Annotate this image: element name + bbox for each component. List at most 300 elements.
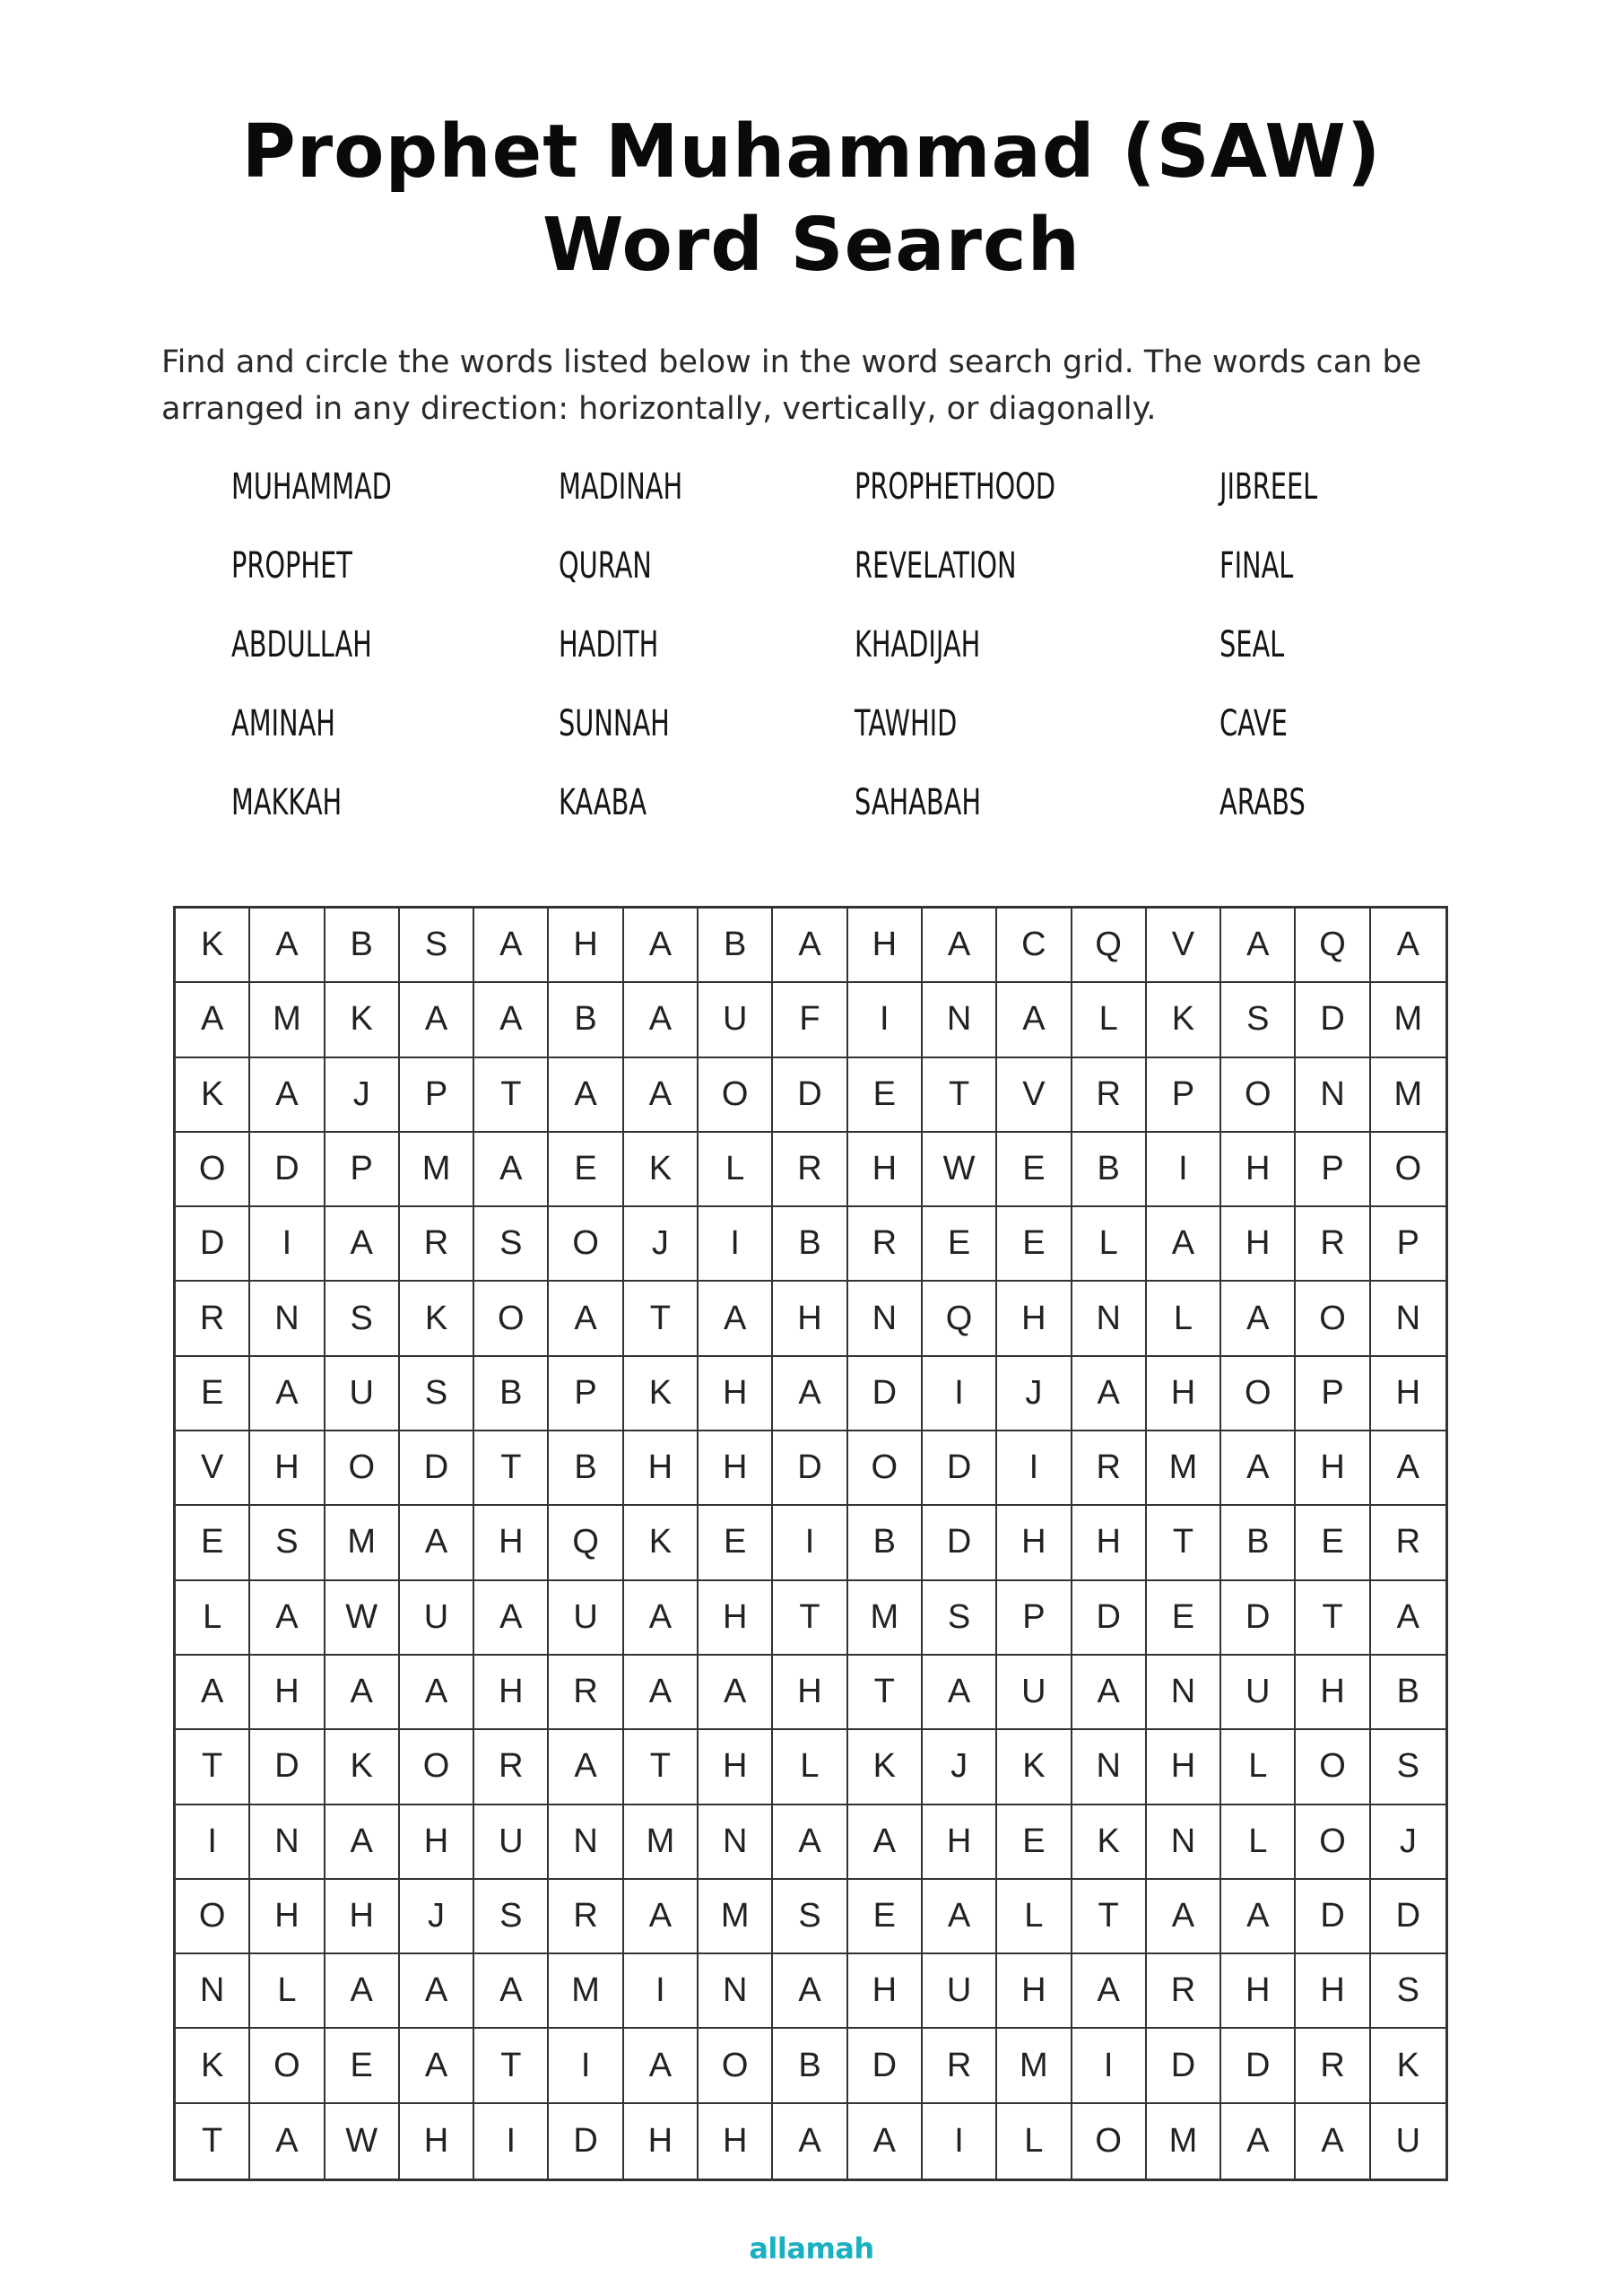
grid-cell[interactable]: I bbox=[250, 1207, 325, 1282]
grid-cell[interactable]: P bbox=[1296, 1357, 1370, 1431]
grid-cell[interactable]: L bbox=[997, 2104, 1072, 2179]
grid-cell[interactable]: A bbox=[474, 909, 549, 983]
grid-cell[interactable]: E bbox=[699, 1506, 773, 1580]
grid-cell[interactable]: D bbox=[250, 1133, 325, 1207]
grid-cell[interactable]: A bbox=[474, 983, 549, 1057]
grid-cell[interactable]: A bbox=[400, 1954, 474, 2029]
grid-cell[interactable]: R bbox=[474, 1730, 549, 1805]
grid-cell[interactable]: U bbox=[923, 1954, 997, 2029]
grid-cell[interactable]: R bbox=[923, 2029, 997, 2103]
grid-cell[interactable]: E bbox=[848, 1880, 923, 1954]
grid-cell[interactable]: P bbox=[400, 1058, 474, 1133]
grid-cell[interactable]: O bbox=[325, 1431, 400, 1506]
grid-cell[interactable]: T bbox=[624, 1730, 699, 1805]
grid-cell[interactable]: D bbox=[1072, 1581, 1147, 1656]
grid-cell[interactable]: M bbox=[699, 1880, 773, 1954]
grid-cell[interactable]: A bbox=[250, 1581, 325, 1656]
grid-cell[interactable]: H bbox=[1221, 1133, 1296, 1207]
grid-cell[interactable]: B bbox=[1221, 1506, 1296, 1580]
grid-cell[interactable]: A bbox=[250, 1357, 325, 1431]
grid-cell[interactable]: D bbox=[250, 1730, 325, 1805]
grid-cell[interactable]: T bbox=[1147, 1506, 1221, 1580]
grid-cell[interactable]: T bbox=[176, 1730, 250, 1805]
grid-cell[interactable]: B bbox=[1072, 1133, 1147, 1207]
word-list-item: QURAN bbox=[559, 545, 652, 587]
grid-cell[interactable]: O bbox=[1221, 1058, 1296, 1133]
grid-cell[interactable]: B bbox=[549, 983, 623, 1057]
grid-cell[interactable]: T bbox=[474, 2029, 549, 2103]
grid-cell[interactable]: H bbox=[1296, 1954, 1370, 2029]
grid-cell[interactable]: H bbox=[997, 1506, 1072, 1580]
grid-cell[interactable]: I bbox=[474, 2104, 549, 2179]
grid-cell[interactable]: K bbox=[176, 1058, 250, 1133]
grid-cell[interactable]: V bbox=[997, 1058, 1072, 1133]
grid-cell[interactable]: P bbox=[1296, 1133, 1370, 1207]
grid-cell[interactable]: H bbox=[848, 909, 923, 983]
grid-cell[interactable]: D bbox=[400, 1431, 474, 1506]
grid-cell[interactable]: H bbox=[400, 1805, 474, 1880]
grid-cell[interactable]: S bbox=[400, 909, 474, 983]
grid-cell[interactable]: B bbox=[474, 1357, 549, 1431]
grid-cell[interactable]: H bbox=[699, 1581, 773, 1656]
grid-cell[interactable]: Q bbox=[549, 1506, 623, 1580]
grid-cell[interactable]: M bbox=[400, 1133, 474, 1207]
grid-cell[interactable]: N bbox=[176, 1954, 250, 2029]
grid-cell[interactable]: J bbox=[997, 1357, 1072, 1431]
grid-cell[interactable]: P bbox=[549, 1357, 623, 1431]
grid-cell[interactable]: H bbox=[997, 1282, 1072, 1356]
grid-cell[interactable]: S bbox=[1221, 983, 1296, 1057]
grid-cell[interactable]: A bbox=[1371, 1581, 1445, 1656]
grid-cell[interactable]: R bbox=[1296, 1207, 1370, 1282]
grid-cell[interactable]: M bbox=[1371, 1058, 1445, 1133]
grid-cell[interactable]: N bbox=[250, 1805, 325, 1880]
grid-cell[interactable]: I bbox=[773, 1506, 847, 1580]
grid-cell[interactable]: A bbox=[1221, 1880, 1296, 1954]
grid-cell[interactable]: H bbox=[923, 1805, 997, 1880]
grid-cell[interactable]: A bbox=[773, 1805, 847, 1880]
grid-cell[interactable]: I bbox=[1072, 2029, 1147, 2103]
grid-cell[interactable]: L bbox=[176, 1581, 250, 1656]
grid-cell[interactable]: I bbox=[923, 1357, 997, 1431]
grid-cell[interactable]: E bbox=[997, 1805, 1072, 1880]
grid-cell[interactable]: K bbox=[176, 2029, 250, 2103]
grid-cell[interactable]: U bbox=[474, 1805, 549, 1880]
grid-cell[interactable]: E bbox=[176, 1357, 250, 1431]
grid-cell[interactable]: O bbox=[1296, 1282, 1370, 1356]
grid-cell[interactable]: A bbox=[923, 1880, 997, 1954]
grid-cell[interactable]: A bbox=[400, 2029, 474, 2103]
grid-cell[interactable]: D bbox=[1147, 2029, 1221, 2103]
grid-cell[interactable]: T bbox=[176, 2104, 250, 2179]
grid-cell[interactable]: L bbox=[997, 1880, 1072, 1954]
grid-cell[interactable]: R bbox=[176, 1282, 250, 1356]
grid-cell[interactable]: H bbox=[1072, 1506, 1147, 1580]
grid-cell[interactable]: K bbox=[624, 1357, 699, 1431]
grid-cell[interactable]: N bbox=[1147, 1805, 1221, 1880]
grid-cell[interactable]: A bbox=[773, 909, 847, 983]
grid-cell[interactable]: D bbox=[848, 1357, 923, 1431]
grid-cell[interactable]: A bbox=[474, 1954, 549, 2029]
grid-cell[interactable]: O bbox=[549, 1207, 623, 1282]
grid-cell[interactable]: D bbox=[848, 2029, 923, 2103]
grid-cell[interactable]: L bbox=[250, 1954, 325, 2029]
grid-cell[interactable]: L bbox=[1221, 1730, 1296, 1805]
grid-cell[interactable]: N bbox=[1296, 1058, 1370, 1133]
grid-cell[interactable]: O bbox=[699, 1058, 773, 1133]
grid-cell[interactable]: T bbox=[848, 1656, 923, 1730]
grid-cell[interactable]: E bbox=[549, 1133, 623, 1207]
grid-cell[interactable]: M bbox=[325, 1506, 400, 1580]
grid-cell[interactable]: M bbox=[549, 1954, 623, 2029]
grid-cell[interactable]: O bbox=[1221, 1357, 1296, 1431]
grid-cell[interactable]: I bbox=[549, 2029, 623, 2103]
grid-cell[interactable]: T bbox=[474, 1058, 549, 1133]
grid-cell[interactable]: D bbox=[923, 1431, 997, 1506]
grid-cell[interactable]: A bbox=[549, 1730, 623, 1805]
grid-cell[interactable]: A bbox=[549, 1282, 623, 1356]
grid-cell[interactable]: A bbox=[624, 1581, 699, 1656]
grid-cell[interactable]: A bbox=[773, 1954, 847, 2029]
grid-cell[interactable]: T bbox=[773, 1581, 847, 1656]
grid-cell[interactable]: T bbox=[624, 1282, 699, 1356]
grid-cell[interactable]: D bbox=[1221, 2029, 1296, 2103]
grid-cell[interactable]: A bbox=[1221, 1431, 1296, 1506]
grid-cell[interactable]: A bbox=[624, 1058, 699, 1133]
grid-cell[interactable]: A bbox=[773, 2104, 847, 2179]
grid-cell[interactable]: A bbox=[1147, 1207, 1221, 1282]
grid-cell[interactable]: H bbox=[699, 2104, 773, 2179]
grid-cell[interactable]: A bbox=[624, 1656, 699, 1730]
grid-cell[interactable]: H bbox=[250, 1880, 325, 1954]
grid-cell[interactable]: S bbox=[250, 1506, 325, 1580]
grid-cell[interactable]: M bbox=[848, 1581, 923, 1656]
word-list-item: CAVE bbox=[1219, 703, 1288, 744]
grid-cell[interactable]: W bbox=[325, 2104, 400, 2179]
grid-cell[interactable]: W bbox=[325, 1581, 400, 1656]
grid-cell[interactable]: R bbox=[549, 1656, 623, 1730]
grid-cell[interactable]: H bbox=[549, 909, 623, 983]
grid-cell[interactable]: S bbox=[474, 1880, 549, 1954]
grid-cell[interactable]: H bbox=[848, 1954, 923, 2029]
grid-cell[interactable]: L bbox=[699, 1133, 773, 1207]
grid-cell[interactable]: N bbox=[1072, 1282, 1147, 1356]
grid-cell[interactable]: K bbox=[400, 1282, 474, 1356]
grid-cell[interactable]: K bbox=[1147, 983, 1221, 1057]
grid-cell[interactable]: A bbox=[624, 2029, 699, 2103]
grid-cell[interactable]: U bbox=[1221, 1656, 1296, 1730]
grid-cell[interactable]: K bbox=[624, 1133, 699, 1207]
grid-cell[interactable]: U bbox=[400, 1581, 474, 1656]
grid-cell[interactable]: A bbox=[1072, 1954, 1147, 2029]
grid-cell[interactable]: A bbox=[250, 909, 325, 983]
grid-cell[interactable]: N bbox=[848, 1282, 923, 1356]
grid-cell[interactable]: O bbox=[176, 1133, 250, 1207]
grid-cell[interactable]: A bbox=[923, 1656, 997, 1730]
grid-cell[interactable]: A bbox=[400, 983, 474, 1057]
grid-cell[interactable]: H bbox=[250, 1656, 325, 1730]
grid-cell[interactable]: M bbox=[250, 983, 325, 1057]
grid-cell[interactable]: O bbox=[1072, 2104, 1147, 2179]
grid-cell[interactable]: A bbox=[624, 909, 699, 983]
grid-cell[interactable]: A bbox=[325, 1207, 400, 1282]
grid-cell[interactable]: B bbox=[325, 909, 400, 983]
grid-cell[interactable]: A bbox=[1221, 1282, 1296, 1356]
grid-cell[interactable]: V bbox=[1147, 909, 1221, 983]
grid-cell[interactable]: H bbox=[1221, 1207, 1296, 1282]
grid-cell[interactable]: A bbox=[549, 1058, 623, 1133]
grid-cell[interactable]: R bbox=[1072, 1431, 1147, 1506]
grid-cell[interactable]: K bbox=[1072, 1805, 1147, 1880]
grid-cell[interactable]: A bbox=[1072, 1656, 1147, 1730]
grid-cell[interactable]: A bbox=[1221, 2104, 1296, 2179]
grid-cell[interactable]: O bbox=[176, 1880, 250, 1954]
grid-cell[interactable]: H bbox=[1371, 1357, 1445, 1431]
grid-cell[interactable]: R bbox=[1371, 1506, 1445, 1580]
grid-cell[interactable]: S bbox=[325, 1282, 400, 1356]
grid-cell[interactable]: B bbox=[549, 1431, 623, 1506]
grid-cell[interactable]: U bbox=[699, 983, 773, 1057]
grid-cell[interactable]: K bbox=[325, 983, 400, 1057]
grid-cell[interactable]: D bbox=[1296, 983, 1370, 1057]
grid-cell[interactable]: H bbox=[773, 1282, 847, 1356]
grid-cell[interactable]: O bbox=[250, 2029, 325, 2103]
grid-cell[interactable]: J bbox=[923, 1730, 997, 1805]
word-list-item: REVELATION bbox=[855, 545, 1017, 587]
grid-cell[interactable]: P bbox=[1371, 1207, 1445, 1282]
grid-cell[interactable]: D bbox=[1221, 1581, 1296, 1656]
grid-cell[interactable]: A bbox=[923, 909, 997, 983]
grid-cell[interactable]: B bbox=[773, 1207, 847, 1282]
grid-cell[interactable]: H bbox=[1296, 1656, 1370, 1730]
grid-cell[interactable]: A bbox=[624, 1880, 699, 1954]
grid-cell[interactable]: R bbox=[400, 1207, 474, 1282]
grid-cell[interactable]: I bbox=[923, 2104, 997, 2179]
grid-cell[interactable]: D bbox=[773, 1058, 847, 1133]
grid-cell[interactable]: U bbox=[1395, 2121, 1421, 2160]
grid-cell[interactable]: Q bbox=[1072, 909, 1147, 983]
grid-cell[interactable]: F bbox=[773, 983, 847, 1057]
grid-cell[interactable]: E bbox=[1296, 1506, 1370, 1580]
grid-cell[interactable]: H bbox=[699, 1357, 773, 1431]
grid-cell[interactable]: B bbox=[848, 1506, 923, 1580]
word-list-item: ARABS bbox=[1219, 782, 1306, 823]
grid-cell[interactable]: K bbox=[848, 1730, 923, 1805]
grid-cell[interactable]: D bbox=[923, 1506, 997, 1580]
grid-cell[interactable]: K bbox=[325, 1730, 400, 1805]
grid-cell[interactable]: O bbox=[848, 1431, 923, 1506]
grid-cell[interactable]: N bbox=[1147, 1656, 1221, 1730]
grid-cell[interactable]: H bbox=[250, 1431, 325, 1506]
grid-cell[interactable]: I bbox=[848, 983, 923, 1057]
grid-cell[interactable]: B bbox=[773, 2029, 847, 2103]
grid-cell[interactable]: R bbox=[1072, 1058, 1147, 1133]
grid-cell[interactable]: J bbox=[624, 1207, 699, 1282]
grid-cell[interactable]: A bbox=[848, 2104, 923, 2179]
grid-cell[interactable]: L bbox=[1072, 983, 1147, 1057]
grid-cell[interactable]: A bbox=[1296, 2104, 1370, 2179]
instructions: Find and circle the words listed below in the word search grid. The words can be arranged in any direction: horizontally, vertically, or diagonally. bbox=[161, 344, 1422, 427]
grid-cell[interactable]: M bbox=[1147, 1431, 1221, 1506]
grid-cell[interactable]: M bbox=[624, 1805, 699, 1880]
grid-cell[interactable]: A bbox=[474, 1133, 549, 1207]
grid-cell[interactable]: H bbox=[773, 1656, 847, 1730]
grid-cell[interactable]: P bbox=[325, 1133, 400, 1207]
grid-cell[interactable]: A bbox=[250, 2104, 325, 2179]
grid-cell[interactable]: H bbox=[1147, 1357, 1221, 1431]
grid-cell[interactable]: N bbox=[699, 1954, 773, 2029]
grid-cell[interactable]: R bbox=[549, 1880, 623, 1954]
title-line-2: Word Search bbox=[542, 203, 1081, 288]
grid-cell[interactable]: R bbox=[848, 1207, 923, 1282]
grid-cell[interactable]: H bbox=[1221, 1954, 1296, 2029]
grid-cell[interactable]: P bbox=[1147, 1058, 1221, 1133]
grid-cell[interactable]: A bbox=[699, 1282, 773, 1356]
grid-cell[interactable]: A bbox=[400, 1506, 474, 1580]
grid-cell[interactable]: L bbox=[1147, 1282, 1221, 1356]
grid-cell[interactable]: A bbox=[1072, 1357, 1147, 1431]
grid-cell[interactable]: N bbox=[1371, 1282, 1445, 1356]
grid-cell[interactable]: A bbox=[474, 1581, 549, 1656]
grid-cell[interactable]: H bbox=[325, 1880, 400, 1954]
grid-cell[interactable]: N bbox=[250, 1282, 325, 1356]
grid-cell[interactable]: C bbox=[997, 909, 1072, 983]
grid-cell[interactable]: U bbox=[325, 1357, 400, 1431]
grid-cell[interactable]: L bbox=[1072, 1207, 1147, 1282]
grid-cell[interactable]: R bbox=[773, 1133, 847, 1207]
grid-cell[interactable]: S bbox=[1371, 1954, 1445, 2029]
grid-cell[interactable]: K bbox=[624, 1506, 699, 1580]
grid-cell[interactable]: W bbox=[923, 1133, 997, 1207]
grid-cell[interactable]: Q bbox=[923, 1282, 997, 1356]
grid-cell[interactable]: B bbox=[1371, 1656, 1445, 1730]
grid-cell[interactable]: E bbox=[997, 1133, 1072, 1207]
grid-cell[interactable]: A bbox=[1371, 909, 1445, 983]
grid-cell[interactable]: E bbox=[325, 2029, 400, 2103]
grid-cell[interactable]: T bbox=[474, 1431, 549, 1506]
grid-cell[interactable]: H bbox=[474, 1656, 549, 1730]
grid-cell[interactable]: H bbox=[1147, 1730, 1221, 1805]
grid-cell[interactable]: O bbox=[699, 2029, 773, 2103]
grid-cell[interactable]: H bbox=[474, 1506, 549, 1580]
grid-cell[interactable]: H bbox=[997, 1954, 1072, 2029]
grid-cell[interactable]: I bbox=[624, 1954, 699, 2029]
grid-cell[interactable]: R bbox=[1147, 1954, 1221, 2029]
grid-cell[interactable]: A bbox=[250, 1058, 325, 1133]
grid-cell[interactable]: U bbox=[549, 1581, 623, 1656]
grid-cell[interactable]: A bbox=[325, 1954, 400, 2029]
grid-cell[interactable]: N bbox=[923, 983, 997, 1057]
grid-cell[interactable]: T bbox=[1072, 1880, 1147, 1954]
grid-cell[interactable]: A bbox=[1147, 1880, 1221, 1954]
grid-cell[interactable]: T bbox=[1296, 1581, 1370, 1656]
grid-cell[interactable]: E bbox=[923, 1207, 997, 1282]
grid-cell[interactable]: E bbox=[997, 1207, 1072, 1282]
word-list-item: KHADIJAH bbox=[855, 624, 981, 665]
grid-cell[interactable]: H bbox=[1296, 1431, 1370, 1506]
grid-cell[interactable]: O bbox=[1296, 1805, 1370, 1880]
grid-cell[interactable]: H bbox=[400, 2104, 474, 2179]
grid-cell[interactable]: S bbox=[474, 1207, 549, 1282]
grid-cell[interactable]: O bbox=[400, 1730, 474, 1805]
grid-cell[interactable]: R bbox=[1296, 2029, 1370, 2103]
grid-cell[interactable]: I bbox=[1147, 1133, 1221, 1207]
grid-cell[interactable]: A bbox=[997, 983, 1072, 1057]
grid-cell[interactable]: O bbox=[1296, 1730, 1370, 1805]
word-list-item: SUNNAH bbox=[559, 703, 670, 744]
grid-cell[interactable]: E bbox=[848, 1058, 923, 1133]
grid-cell[interactable]: S bbox=[923, 1581, 997, 1656]
grid-cell[interactable]: H bbox=[624, 1431, 699, 1506]
grid-cell[interactable]: D bbox=[1296, 1880, 1370, 1954]
grid-cell[interactable]: A bbox=[624, 983, 699, 1057]
grid-cell[interactable]: A bbox=[1221, 909, 1296, 983]
grid-cell[interactable]: A bbox=[400, 1656, 474, 1730]
grid-cell[interactable]: N bbox=[1072, 1730, 1147, 1805]
grid-cell[interactable]: K bbox=[997, 1730, 1072, 1805]
grid-cell[interactable]: P bbox=[997, 1581, 1072, 1656]
grid-cell[interactable]: T bbox=[923, 1058, 997, 1133]
grid-cell[interactable]: J bbox=[400, 1880, 474, 1954]
grid-cell[interactable]: D bbox=[1371, 1880, 1445, 1954]
grid-cell[interactable]: O bbox=[1371, 1133, 1445, 1207]
grid-cell[interactable]: E bbox=[176, 1506, 250, 1580]
grid-cell[interactable]: A bbox=[176, 1656, 250, 1730]
title-line-1: Prophet Muhammad (SAW) bbox=[241, 109, 1382, 195]
grid-cell[interactable]: A bbox=[325, 1805, 400, 1880]
grid-cell[interactable]: A bbox=[325, 1656, 400, 1730]
grid-cell[interactable]: I bbox=[699, 1207, 773, 1282]
grid-cell[interactable]: M bbox=[1371, 983, 1445, 1057]
grid-cell[interactable]: I bbox=[176, 1805, 250, 1880]
grid-cell[interactable]: S bbox=[773, 1880, 847, 1954]
grid-cell[interactable]: A bbox=[773, 1357, 847, 1431]
grid-cell[interactable]: M bbox=[997, 2029, 1072, 2103]
grid-cell[interactable]: A bbox=[176, 983, 250, 1057]
grid-cell[interactable]: S bbox=[1371, 1730, 1445, 1805]
grid-cell[interactable]: J bbox=[1371, 1805, 1445, 1880]
grid-cell[interactable]: N bbox=[549, 1805, 623, 1880]
grid-cell[interactable]: M bbox=[1147, 2104, 1221, 2179]
word-list-item: HADITH bbox=[559, 624, 659, 665]
grid-cell[interactable]: V bbox=[176, 1431, 250, 1506]
grid-cell[interactable]: S bbox=[400, 1357, 474, 1431]
grid-cell[interactable]: A bbox=[1371, 1431, 1445, 1506]
grid-cell[interactable]: J bbox=[325, 1058, 400, 1133]
grid-cell[interactable]: L bbox=[773, 1730, 847, 1805]
grid-cell[interactable]: H bbox=[848, 1133, 923, 1207]
grid-cell[interactable]: I bbox=[997, 1431, 1072, 1506]
grid-cell[interactable]: H bbox=[699, 1730, 773, 1805]
grid-cell[interactable]: A bbox=[699, 1656, 773, 1730]
grid-cell[interactable]: H bbox=[699, 1431, 773, 1506]
grid-cell[interactable]: B bbox=[699, 909, 773, 983]
grid-cell[interactable]: D bbox=[549, 2104, 623, 2179]
grid-cell[interactable]: N bbox=[699, 1805, 773, 1880]
grid-cell[interactable]: K bbox=[1371, 2029, 1445, 2103]
grid-cell[interactable]: H bbox=[624, 2104, 699, 2179]
grid-cell[interactable]: A bbox=[848, 1805, 923, 1880]
grid-cell[interactable]: O bbox=[474, 1282, 549, 1356]
grid-cell[interactable]: L bbox=[1221, 1805, 1296, 1880]
grid-cell[interactable]: D bbox=[176, 1207, 250, 1282]
grid-cell[interactable]: D bbox=[773, 1431, 847, 1506]
grid-cell[interactable]: K bbox=[176, 909, 250, 983]
allamah-logo: allamah bbox=[749, 2231, 874, 2266]
grid-cell[interactable]: Q bbox=[1296, 909, 1370, 983]
grid-cell[interactable]: E bbox=[1147, 1581, 1221, 1656]
grid-cell[interactable]: U bbox=[997, 1656, 1072, 1730]
